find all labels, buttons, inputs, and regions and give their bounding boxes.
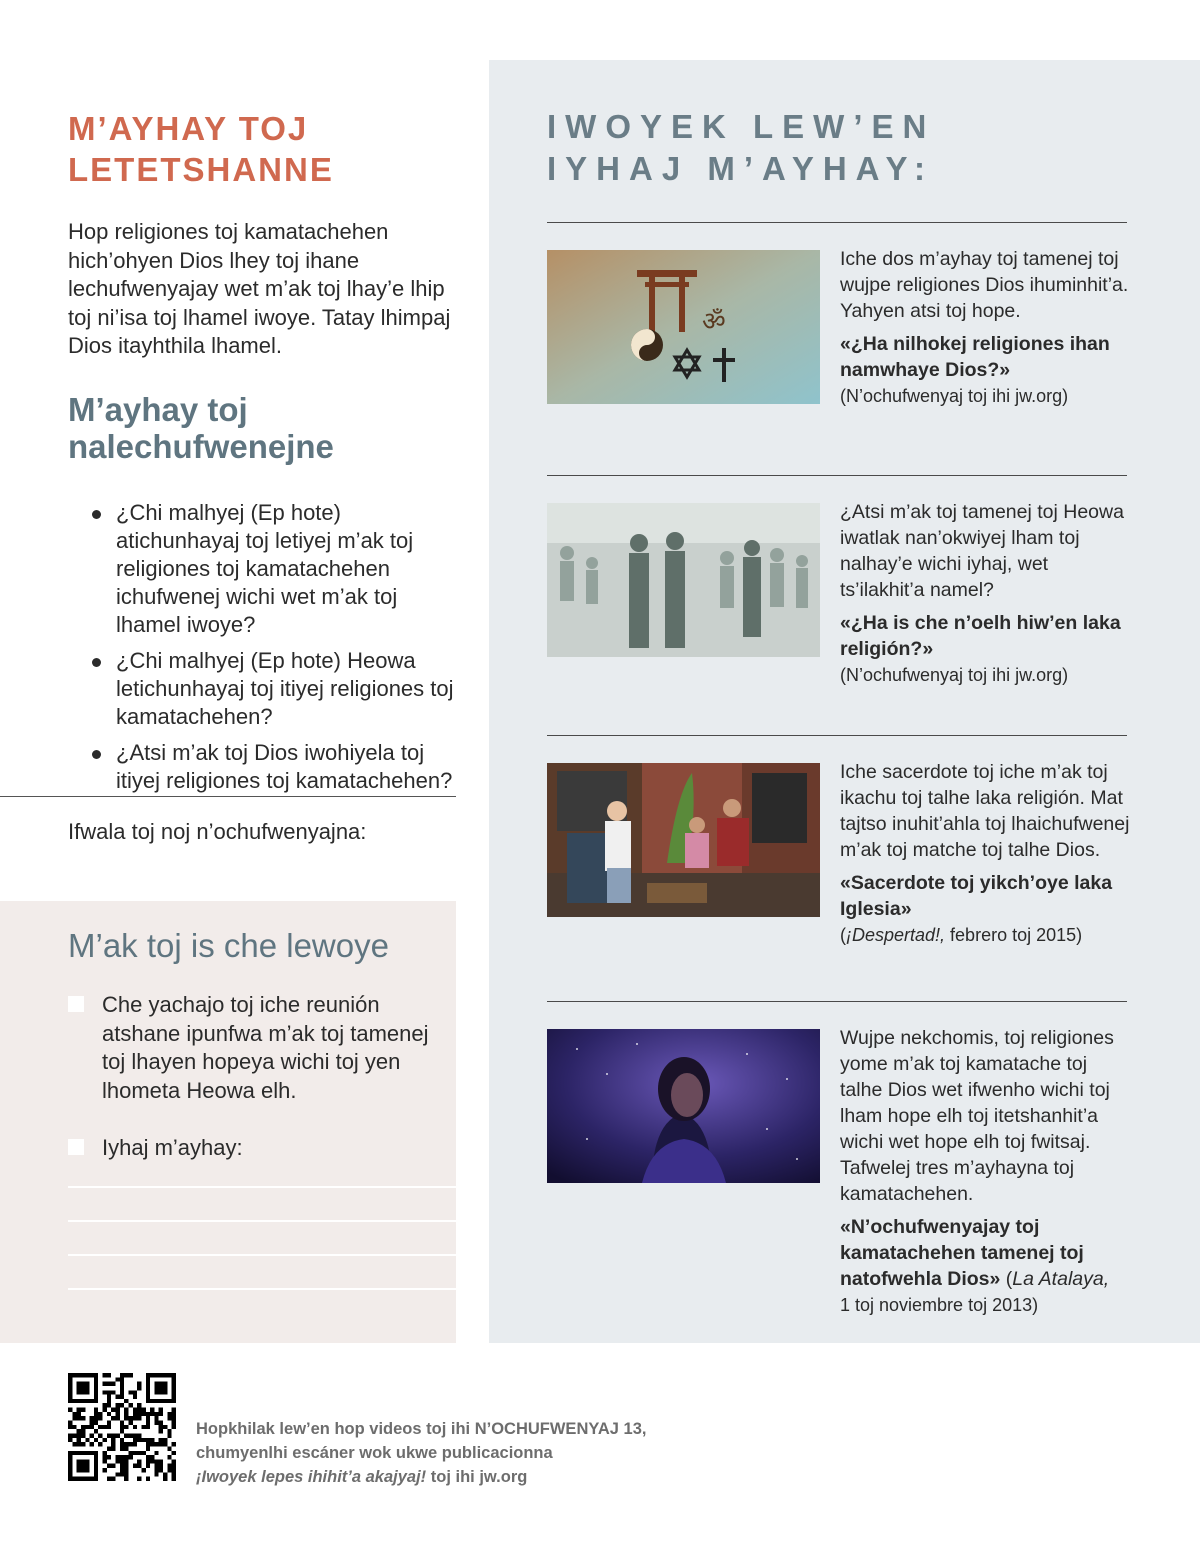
write-line[interactable]	[68, 1220, 456, 1222]
article-source-date: 1 toj noviembre toj 2013)	[840, 1295, 1039, 1315]
questions-heading-line2: nalechufwenejne	[68, 427, 334, 465]
resource-description: Iche dos m’ayhay toj tamenej toj wujpe religiones Dios ihuminhit’a. Yahyen atsi toj hope.	[840, 248, 1129, 322]
questions-list	[68, 499, 458, 795]
footer-line: chumyenlhi escáner wok ukwe publicacionna	[196, 1444, 553, 1462]
religious-symbols-image	[547, 250, 820, 404]
divider	[547, 735, 1127, 736]
divider	[547, 222, 1127, 223]
resource-description: Wujpe nekchomis, toj religiones yome m’ak toj kamatache toj talhe Dios wet ifwenho wichi toj lham hope elh toj itetshanhit’a wichi wet hope elh toj fwitsaj. Tafwelej tres m’ayhayna toj kamatachehen.	[840, 1027, 1114, 1205]
source-date: febrero toj 2015)	[945, 925, 1083, 945]
explore-more-title	[547, 106, 935, 190]
divider	[547, 475, 1127, 476]
footer-line: Hopkhilak lew’en hop videos toj ihi N’OCHUFWENYAJ 13,	[196, 1420, 647, 1438]
article-link[interactable]: «¿Ha nilhokej religiones ihan namwhaye Dios?»	[840, 333, 1110, 381]
resource-description: ¿Atsi m’ak toj tamenej toj Heowa iwatlak nan’okwiyej lham toj nalhay’e wichi iyhaj, wet ts’ilakhit’a namel?	[840, 501, 1124, 601]
source-publication: ¡Despertad!,	[846, 925, 946, 945]
next-conversation-label: Ifwala toj noj n’ochufwenyajna:	[68, 819, 367, 844]
todo-text: Che yachajo toj iche reunión atshane ipunfwa m’ak toj tamenej toj lhayen hopeya wichi toj yen lhometa Heowa elh.	[102, 992, 429, 1103]
question-item: ¿Chi malhyej (Ep hote) atichunhayaj toj letiyej m’ak toj religiones toj kamatachehen ichufwenej wichi wet m’ak toj lhamel iwoye?	[92, 499, 458, 639]
qr-code[interactable]	[68, 1373, 176, 1481]
resource-item	[840, 1025, 1130, 1318]
resource-item	[840, 759, 1130, 948]
article-link[interactable]: «¿Ha is che n’oelh hiw’en laka religión?»	[840, 612, 1121, 660]
woman-night-sky-image	[547, 1029, 820, 1183]
lesson-title	[68, 108, 458, 190]
footer-note	[196, 1417, 646, 1489]
article-title: «N’ochufwenyajay toj kamatachehen tamenej toj natofwehla Dios»	[840, 1216, 1084, 1290]
lesson-title-line1: M’AYHAY TOJ	[68, 110, 309, 147]
explore-title-line2: IYHAJ M’AYHAY:	[547, 150, 935, 187]
lesson-title-line2: LETETSHANNE	[68, 151, 334, 188]
divider	[547, 1001, 1127, 1002]
source-paren: (	[840, 925, 846, 945]
checkbox[interactable]	[68, 996, 84, 1012]
write-line[interactable]	[68, 1186, 456, 1188]
explore-title-line1: IWOYEK LEW’EN	[547, 108, 936, 145]
article-source: (N’ochufwenyaj toj ihi jw.org)	[840, 386, 1069, 406]
todo-text: Iyhaj m’ayhay:	[102, 1135, 243, 1160]
lesson-intro-section	[68, 108, 458, 803]
resource-item	[840, 499, 1130, 688]
questions-heading-line1: M’ayhay toj	[68, 390, 248, 428]
todo-box-title: M’ak toj is che lewoye	[68, 927, 389, 964]
resource-description: Iche sacerdote toj iche m’ak toj ikachu toj talhe laka religión. Mat tajtso inuhit’ahla toj lhaichufwenej m’ak toj matche toj talhe Dios.	[840, 761, 1130, 861]
footer-site: toj ihi jw.org	[426, 1468, 528, 1486]
article-source	[840, 922, 1130, 948]
questions-heading	[68, 391, 458, 465]
todo-checkbox-item[interactable]	[68, 1134, 448, 1163]
checkbox[interactable]	[68, 1139, 84, 1155]
gathering-people-image	[547, 503, 820, 657]
footer-publication: ¡Iwoyek lepes ihihit’a akajyaj!	[196, 1468, 427, 1486]
article-link[interactable]	[840, 1214, 1130, 1292]
todo-box	[0, 901, 456, 1343]
divider	[0, 796, 456, 797]
question-item: ¿Atsi m’ak toj Dios iwohiyela toj itiyej religiones toj kamatachehen?	[92, 739, 458, 795]
priest-conversation-image	[547, 763, 820, 917]
source-publication: La Atalaya,	[1012, 1268, 1110, 1290]
write-line[interactable]	[68, 1254, 456, 1256]
article-source: (La Atalaya,	[1005, 1268, 1110, 1290]
question-item: ¿Chi malhyej (Ep hote) Heowa letichunhayaj toj itiyej religiones toj kamatachehen?	[92, 647, 458, 731]
intro-paragraph: Hop religiones toj kamatachehen hich’ohyen Dios lhey toj ihane lechufwenyajay wet m’ak toj lhay’e lhip toj ni’isa toj lhamel iwoye. Tatay lhimpaj Dios itayhthila lhamel.	[68, 219, 451, 358]
footer-line	[196, 1465, 646, 1489]
article-source: (N’ochufwenyaj toj ihi jw.org)	[840, 665, 1069, 685]
resource-item	[840, 246, 1130, 409]
svg-text:ॐ: ॐ	[702, 307, 726, 337]
write-line[interactable]	[68, 1288, 456, 1290]
todo-checkbox-item[interactable]	[68, 991, 448, 1105]
article-link[interactable]: «Sacerdote toj yikch’oye laka Iglesia»	[840, 872, 1113, 920]
